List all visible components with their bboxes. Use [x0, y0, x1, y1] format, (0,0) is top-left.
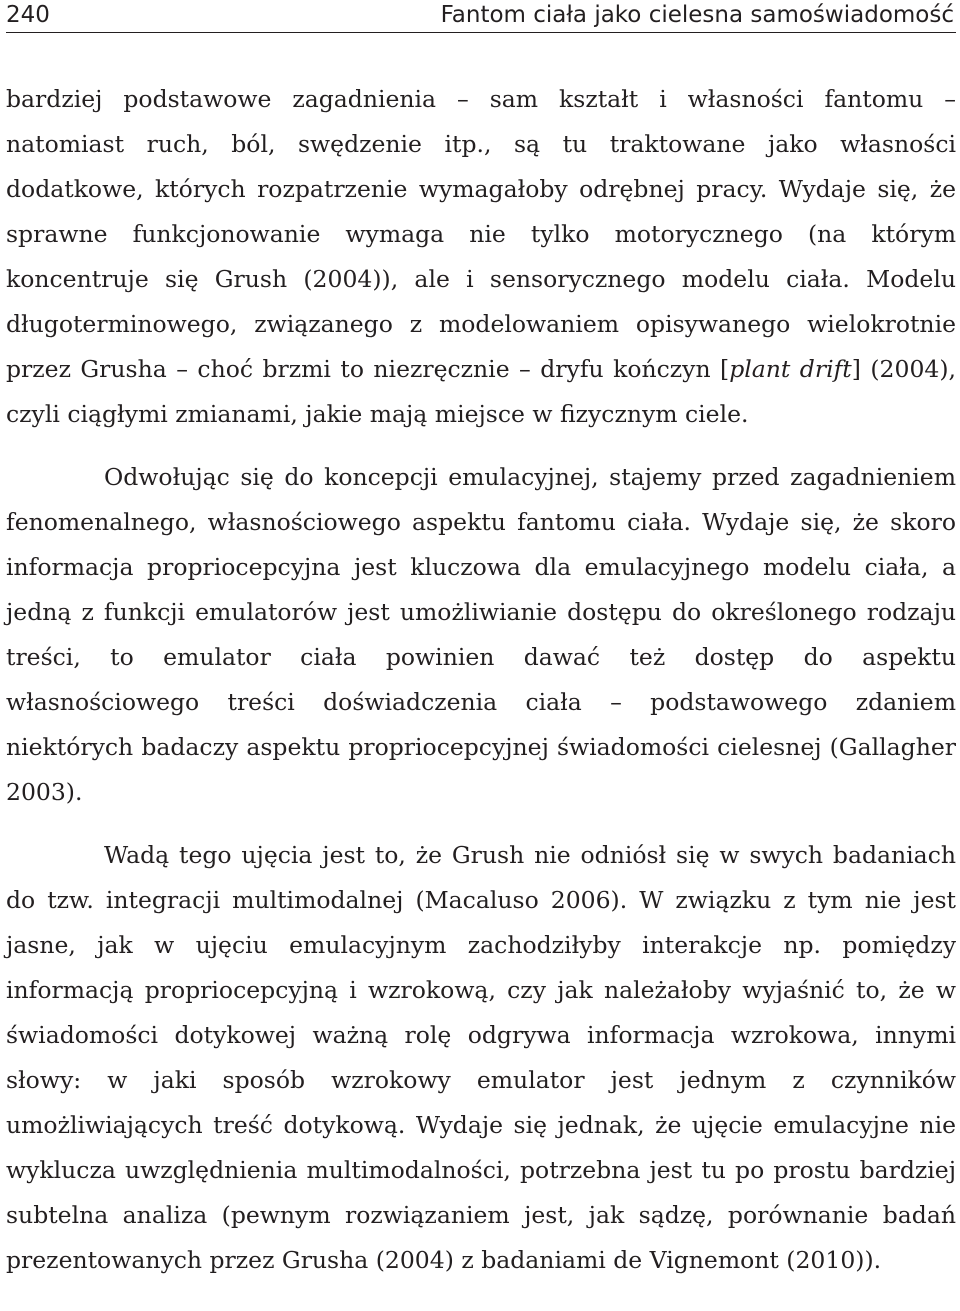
paragraph-1-italic-term: plant drift: [729, 355, 852, 383]
book-page: [6, 0, 956, 1283]
paragraph-3: Wadą tego ujęcia jest to, że Grush nie odniósł się w swych badaniach do tzw. integracji multimodalnej (Macaluso 2006). W związku z tym nie jest jasne, jak w ujęciu emulacyjnym zachodziłyby interakcje np. pomiędzy informacją propriocepcyjną i wzrokową, czy jak należałoby wyjaśnić to, że w świadomości dotykowej ważną rolę odgrywa informacja wzrokowa, innymi słowy: w jaki sposób wzrokowy emulator jest jednym z czynników umożliwiających treść dotykową. Wydaje się jednak, że ujęcie emulacyjne nie wyklucza uwzględnienia multimodalności, potrzebna jest tu po prostu bardziej subtelna analiza (pewnym rozwiązaniem jest, jak sądzę, porównanie badań prezentowanych przez Grusha (2004) z badaniami de Vignemont (2010)).: [6, 841, 956, 1274]
paragraph-2: Odwołując się do koncepcji emulacyjnej, stajemy przed zagadnieniem fenomenalnego, własnościowego aspektu fantomu ciała. Wydaje się, że skoro informacja propriocepcyjna jest kluczowa dla emulacyjnego modelu ciała, a jedną z funkcji emulatorów jest umożliwianie dostępu do określonego rodzaju treści, to emulator ciała powinien dawać też dostęp do aspektu własnościowego treści doświadczenia ciała – podstawowego zdaniem niektórych badaczy aspektu propriocepcyjnej świadomości cielesnej (Gallagher 2003).: [6, 463, 956, 806]
page-number: 240: [6, 2, 50, 28]
running-title: Fantom ciała jako cielesna samoświadomość: [440, 2, 954, 28]
running-header: [6, 0, 956, 33]
body-text: [6, 77, 956, 1283]
paragraph-1: [6, 77, 956, 437]
paragraph-1-text-a: bardziej podstawowe zagadnienia – sam kształt i własności fantomu – natomiast ruch, ból, swędzenie itp., są tu traktowane jako własności dodatkowe, których rozpatrzenie wymagałoby odrębnej pracy. Wydaje się, że sprawne funkcjonowanie wymaga nie tylko motorycznego (na którym koncentruje się Grush (2004)), ale i sensorycznego modelu ciała. Modelu długoterminowego, związanego z modelowaniem opisywanego wielokrotnie przez Grusha – choć brzmi to niezręcznie – dryfu kończyn [: [6, 85, 956, 383]
paragraph-1-text-b: ] (2004), czyli ciągłymi zmianami, jakie mają miejsce w fizycznym ciele.: [6, 355, 956, 428]
